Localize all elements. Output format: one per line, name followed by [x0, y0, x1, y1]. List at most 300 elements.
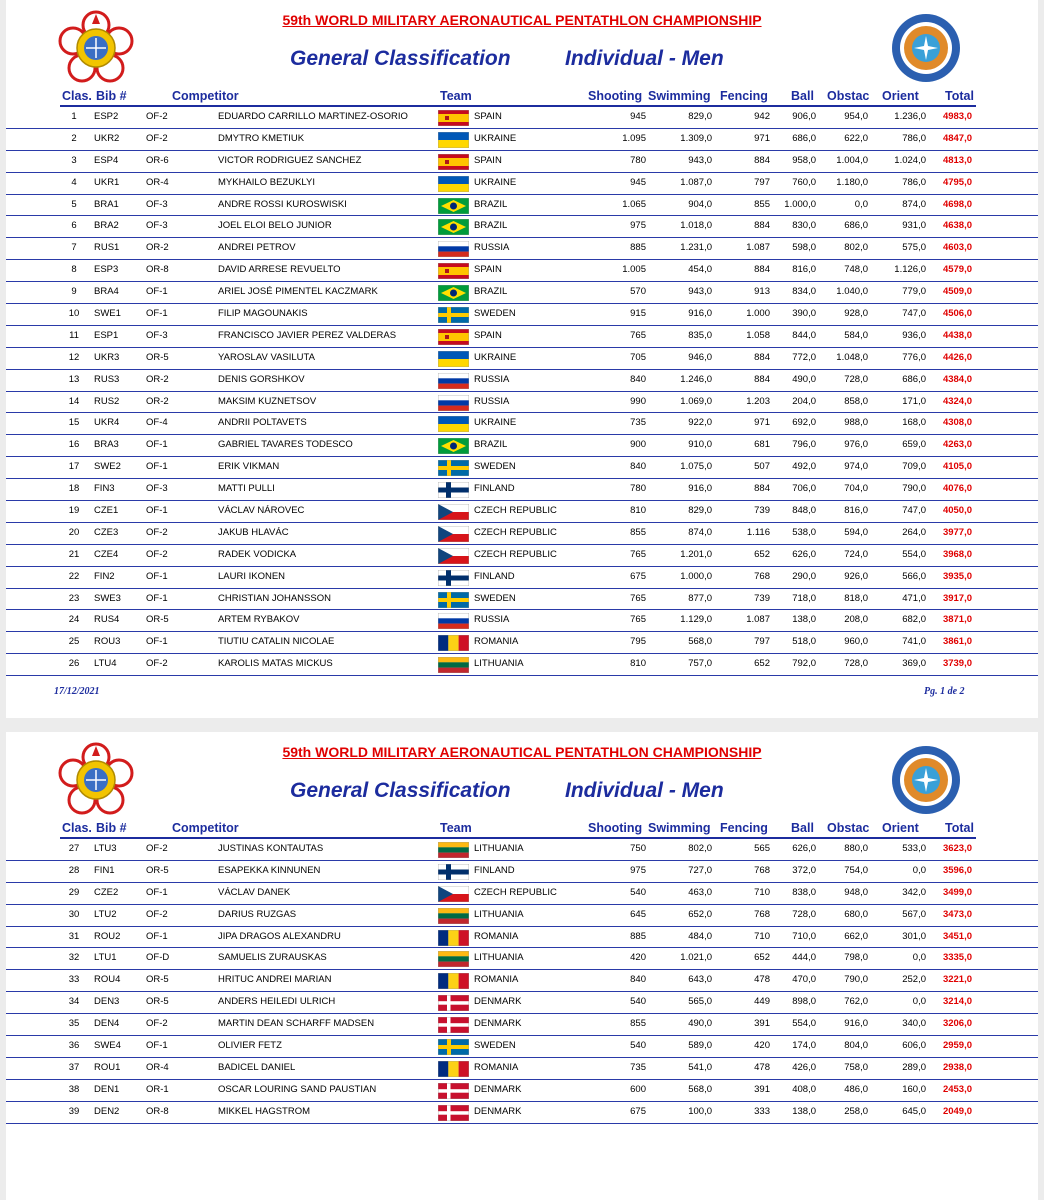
- cell-orient: 659,0: [902, 439, 926, 451]
- cell-orient: 1.236,0: [894, 111, 926, 122]
- cell-clas: 9: [71, 286, 77, 298]
- cell-total: 3473,0: [942, 908, 972, 920]
- table-row: [6, 992, 1038, 1014]
- cell-name: EDUARDO CARRILLO MARTINEZ-OSORIO: [218, 111, 408, 122]
- cell-orient: 168,0: [902, 417, 926, 429]
- cell-orient: 567,0: [902, 908, 926, 920]
- russia-flag-icon: [438, 613, 469, 629]
- cell-team: FINLAND: [474, 864, 515, 876]
- sweden-flag-icon: [438, 307, 469, 323]
- cell-clas: 26: [68, 658, 80, 670]
- cell-obstac: 948,0: [844, 886, 868, 898]
- cell-total: 4263,0: [942, 439, 972, 451]
- romania-flag-icon: [438, 1061, 469, 1077]
- cell-bib: FIN3: [94, 483, 115, 495]
- table-row: [6, 326, 1038, 348]
- cell-orient: 160,0: [902, 1083, 926, 1095]
- cell-ball: 408,0: [792, 1083, 816, 1095]
- cell-name: JUSTINAS KONTAUTAS: [218, 843, 324, 854]
- table-row: [6, 392, 1038, 414]
- cell-name: RADEK VODICKA: [218, 548, 297, 560]
- cell-name: VICTOR RODRIGUEZ SANCHEZ: [218, 154, 362, 166]
- table-row: [6, 839, 1038, 861]
- cell-fencing: 797: [754, 636, 770, 648]
- cell-bib: ESP3: [94, 264, 119, 276]
- cell-ball: 728,0: [792, 908, 816, 920]
- cell-shooting: 540: [630, 996, 646, 1008]
- cell-fencing: 478: [754, 1061, 770, 1073]
- cell-swimming: 589,0: [688, 1040, 712, 1052]
- cell-name: SAMUELIS ZURAUSKAS: [218, 952, 327, 964]
- cell-name: ERIK VIKMAN: [218, 461, 280, 473]
- cell-ball: 706,0: [792, 483, 816, 495]
- table-row: [6, 107, 1038, 129]
- cell-team: DENMARK: [474, 996, 522, 1008]
- cell-shooting: 900: [630, 439, 646, 451]
- cell-total: 4813,0: [942, 154, 972, 166]
- cell-code: OR-5: [146, 614, 169, 626]
- cell-ball: 710,0: [792, 930, 816, 942]
- cell-obstac: 858,0: [844, 395, 868, 407]
- cell-swimming: 454,0: [688, 264, 712, 276]
- table-row: [6, 282, 1038, 304]
- cell-ball: 204,0: [792, 395, 816, 407]
- table-row: [6, 260, 1038, 282]
- cell-ball: 838,0: [792, 886, 816, 898]
- cell-obstac: 916,0: [844, 1018, 868, 1030]
- cell-clas: 4: [71, 176, 77, 188]
- category-subtitle: Individual - Men: [565, 779, 724, 802]
- cell-code: OR-8: [146, 264, 169, 276]
- table-row: [6, 1058, 1038, 1080]
- cell-code: OR-5: [146, 864, 169, 876]
- cell-clas: 19: [68, 505, 80, 517]
- ukraine-flag-icon: [438, 176, 469, 192]
- cell-code: OF-4: [146, 417, 168, 429]
- cell-shooting: 810: [630, 505, 646, 517]
- cell-team: ROMANIA: [474, 636, 519, 648]
- cell-bib: UKR2: [94, 132, 120, 144]
- cell-name: ANDERS HEILEDI ULRICH: [218, 996, 336, 1008]
- cell-shooting: 735: [630, 1061, 646, 1073]
- cell-code: OF-2: [146, 1018, 168, 1030]
- cell-fencing: 449: [754, 996, 770, 1008]
- cell-team: DENMARK: [474, 1083, 522, 1095]
- cell-bib: SWE4: [94, 1040, 121, 1052]
- cell-bib: BRA1: [94, 198, 119, 210]
- cell-team: DENMARK: [474, 1105, 522, 1117]
- cell-bib: SWE3: [94, 592, 121, 604]
- cell-swimming: 943,0: [688, 286, 712, 298]
- cell-orient: 566,0: [902, 570, 926, 582]
- cell-code: OF-2: [146, 658, 168, 670]
- czech-flag-icon: [438, 504, 469, 520]
- cell-ball: 692,0: [792, 417, 816, 429]
- col-swimming: Swimming: [648, 821, 711, 835]
- cell-shooting: 780: [630, 483, 646, 495]
- cell-shooting: 810: [630, 658, 646, 670]
- cell-code: OF-1: [146, 286, 168, 298]
- cell-swimming: 916,0: [688, 308, 712, 320]
- cell-code: OF-1: [146, 439, 168, 451]
- cell-team: SWEDEN: [474, 461, 516, 473]
- cell-swimming: 1.021,0: [680, 952, 712, 964]
- cell-obstac: 748,0: [844, 264, 868, 276]
- table-row: [6, 883, 1038, 905]
- cell-ball: 898,0: [792, 996, 816, 1008]
- denmark-flag-icon: [438, 1017, 469, 1033]
- cell-obstac: 724,0: [844, 548, 868, 560]
- cell-swimming: 643,0: [688, 974, 712, 986]
- cell-code: OF-1: [146, 308, 168, 320]
- cell-code: OF-1: [146, 505, 168, 517]
- cell-team: BRAZIL: [474, 439, 508, 451]
- cell-obstac: 816,0: [844, 505, 868, 517]
- results-rows: [6, 839, 1038, 1124]
- cell-ball: 848,0: [792, 505, 816, 517]
- cell-team: SWEDEN: [474, 1040, 516, 1052]
- cell-orient: 776,0: [902, 351, 926, 363]
- finland-flag-icon: [438, 570, 469, 586]
- cell-total: 4050,0: [942, 505, 972, 517]
- cell-orient: 342,0: [902, 886, 926, 898]
- table-row: [6, 501, 1038, 523]
- cell-fencing: 884: [754, 351, 770, 363]
- cell-orient: 340,0: [902, 1018, 926, 1030]
- cell-clas: 5: [71, 198, 77, 210]
- cell-name: TIUTIU CATALIN NICOLAE: [218, 636, 335, 648]
- cell-name: MARTIN DEAN SCHARFF MADSEN: [218, 1018, 375, 1030]
- cell-orient: 289,0: [902, 1061, 926, 1073]
- lithuania-flag-icon: [438, 842, 469, 858]
- cell-orient: 301,0: [902, 930, 926, 942]
- cell-ball: 844,0: [792, 329, 816, 341]
- cell-team: RUSSIA: [474, 395, 510, 407]
- cell-code: OF-1: [146, 592, 168, 604]
- col-shooting: Shooting: [588, 89, 643, 103]
- cell-orient: 171,0: [902, 395, 926, 407]
- sweden-flag-icon: [438, 592, 469, 608]
- cell-team: SWEDEN: [474, 308, 516, 320]
- table-row: [6, 545, 1038, 567]
- cell-total: 2959,0: [942, 1040, 972, 1052]
- col-bib: Bib #: [96, 821, 127, 835]
- cell-code: OR-2: [146, 395, 169, 407]
- cell-ball: 772,0: [792, 351, 816, 363]
- cell-orient: 554,0: [902, 548, 926, 560]
- cell-obstac: 622,0: [844, 132, 868, 144]
- cell-shooting: 705: [630, 351, 646, 363]
- cell-swimming: 946,0: [688, 351, 712, 363]
- cell-obstac: 686,0: [844, 220, 868, 232]
- cell-fencing: 710: [754, 930, 770, 942]
- cell-obstac: 594,0: [844, 526, 868, 538]
- cell-total: 3871,0: [942, 614, 972, 626]
- cell-fencing: 942: [754, 111, 770, 122]
- cell-shooting: 855: [630, 1018, 646, 1030]
- cell-fencing: 652: [754, 658, 770, 670]
- cell-ball: 792,0: [792, 658, 816, 670]
- cell-code: OF-1: [146, 1040, 168, 1052]
- cell-bib: FIN2: [94, 570, 115, 582]
- cell-clas: 39: [68, 1105, 80, 1117]
- cell-orient: 264,0: [902, 526, 926, 538]
- cell-fencing: 391: [754, 1083, 770, 1095]
- cell-orient: 790,0: [902, 483, 926, 495]
- cell-bib: ROU3: [94, 636, 121, 648]
- results-rows: [6, 107, 1038, 676]
- cell-shooting: 765: [630, 614, 646, 626]
- cell-obstac: 754,0: [844, 864, 868, 876]
- denmark-flag-icon: [438, 1105, 469, 1121]
- romania-flag-icon: [438, 635, 469, 651]
- cell-code: OF-2: [146, 132, 168, 144]
- cell-clas: 28: [68, 864, 80, 876]
- cell-team: CZECH REPUBLIC: [474, 886, 557, 898]
- cell-name: DARIUS RUZGAS: [218, 908, 297, 920]
- cell-name: ESAPEKKA KINNUNEN: [218, 864, 321, 876]
- col-orient: Orient: [882, 821, 919, 835]
- cell-shooting: 780: [630, 154, 646, 166]
- col-team: Team: [440, 89, 472, 103]
- cell-clas: 27: [68, 843, 80, 854]
- championship-title: 59th WORLD MILITARY AERONAUTICAL PENTATHLON CHAMPIONSHIP: [282, 744, 762, 760]
- cell-swimming: 484,0: [688, 930, 712, 942]
- cell-obstac: 1.040,0: [836, 286, 868, 298]
- cell-obstac: 704,0: [844, 483, 868, 495]
- cell-orient: 709,0: [902, 461, 926, 473]
- table-row: [6, 1014, 1038, 1036]
- cell-obstac: 988,0: [844, 417, 868, 429]
- results-page-2: [6, 732, 1038, 1200]
- cell-team: CZECH REPUBLIC: [474, 548, 557, 560]
- cell-swimming: 541,0: [688, 1061, 712, 1073]
- cell-fencing: 884: [754, 483, 770, 495]
- cell-fencing: 507: [754, 461, 770, 473]
- cell-swimming: 727,0: [688, 864, 712, 876]
- cell-orient: 0,0: [912, 996, 926, 1008]
- brazil-flag-icon: [438, 198, 469, 214]
- cell-swimming: 490,0: [688, 1018, 712, 1030]
- czech-flag-icon: [438, 526, 469, 542]
- cell-swimming: 1.087,0: [680, 176, 712, 188]
- table-row: [6, 861, 1038, 883]
- cell-code: OR-5: [146, 974, 169, 986]
- cell-total: 4438,0: [942, 329, 972, 341]
- cell-orient: 936,0: [902, 329, 926, 341]
- col-clas: Clas.: [62, 821, 92, 835]
- cell-obstac: 486,0: [844, 1083, 868, 1095]
- cell-bib: DEN2: [94, 1105, 120, 1117]
- romania-flag-icon: [438, 973, 469, 989]
- cell-ball: 554,0: [792, 1018, 816, 1030]
- cell-shooting: 840: [630, 974, 646, 986]
- cell-fencing: 739: [754, 505, 770, 517]
- cell-swimming: 910,0: [688, 439, 712, 451]
- spain-flag-icon: [438, 110, 469, 126]
- cell-swimming: 802,0: [688, 843, 712, 854]
- cell-clas: 29: [68, 886, 80, 898]
- cell-swimming: 1.309,0: [680, 132, 712, 144]
- table-row: [6, 589, 1038, 611]
- table-header: [6, 821, 1038, 837]
- cell-clas: 12: [68, 351, 80, 363]
- cell-total: 4308,0: [942, 417, 972, 429]
- table-row: [6, 567, 1038, 589]
- cell-orient: 252,0: [902, 974, 926, 986]
- cell-swimming: 829,0: [688, 505, 712, 517]
- cell-total: 4983,0: [942, 111, 972, 122]
- cell-ball: 760,0: [792, 176, 816, 188]
- cell-total: 3214,0: [942, 996, 972, 1008]
- cell-swimming: 568,0: [688, 1083, 712, 1095]
- cell-bib: SWE1: [94, 308, 121, 320]
- cell-code: OF-D: [146, 952, 170, 964]
- cell-bib: ESP2: [94, 111, 119, 122]
- cell-bib: UKR1: [94, 176, 120, 188]
- table-row: [6, 457, 1038, 479]
- cell-total: 2049,0: [942, 1105, 972, 1117]
- cell-swimming: 904,0: [688, 198, 712, 210]
- cell-clas: 8: [71, 264, 77, 276]
- classification-subtitle: General Classification: [290, 47, 511, 70]
- cell-shooting: 945: [630, 176, 646, 188]
- cell-bib: CZE4: [94, 548, 119, 560]
- cell-bib: FIN1: [94, 864, 115, 876]
- cell-fencing: 884: [754, 154, 770, 166]
- cell-bib: ESP4: [94, 154, 119, 166]
- cell-orient: 786,0: [902, 176, 926, 188]
- cell-shooting: 915: [630, 308, 646, 320]
- cell-ball: 492,0: [792, 461, 816, 473]
- cell-obstac: 954,0: [844, 111, 868, 122]
- table-row: [6, 479, 1038, 501]
- col-clas: Clas.: [62, 89, 92, 103]
- cell-fencing: 913: [754, 286, 770, 298]
- cell-total: 4105,0: [942, 461, 972, 473]
- cell-shooting: 975: [630, 220, 646, 232]
- cell-bib: RUS4: [94, 614, 120, 626]
- cell-swimming: 757,0: [688, 658, 712, 670]
- cell-shooting: 840: [630, 461, 646, 473]
- cell-bib: CZE2: [94, 886, 119, 898]
- table-row: [6, 927, 1038, 949]
- cell-clas: 20: [68, 526, 80, 538]
- cell-obstac: 974,0: [844, 461, 868, 473]
- cell-team: UKRAINE: [474, 176, 517, 188]
- cell-shooting: 885: [630, 930, 646, 942]
- cell-team: ROMANIA: [474, 974, 519, 986]
- cell-fencing: 710: [754, 886, 770, 898]
- cell-swimming: 1.201,0: [680, 548, 712, 560]
- page-number: Pg. 1 de 2: [924, 686, 965, 697]
- cell-code: OF-2: [146, 526, 168, 538]
- cell-ball: 390,0: [792, 308, 816, 320]
- cell-obstac: 926,0: [844, 570, 868, 582]
- cell-clas: 25: [68, 636, 80, 648]
- cell-ball: 834,0: [792, 286, 816, 298]
- cell-orient: 1.126,0: [894, 264, 926, 276]
- cell-total: 4324,0: [942, 395, 972, 407]
- cell-fencing: 797: [754, 176, 770, 188]
- cell-fencing: 884: [754, 264, 770, 276]
- results-page-1: [6, 0, 1038, 718]
- cell-bib: CZE3: [94, 526, 119, 538]
- col-total: Total: [945, 89, 974, 103]
- cell-ball: 470,0: [792, 974, 816, 986]
- cell-shooting: 855: [630, 526, 646, 538]
- finland-flag-icon: [438, 864, 469, 880]
- table-row: [6, 1080, 1038, 1102]
- lithuania-flag-icon: [438, 657, 469, 673]
- cell-team: UKRAINE: [474, 417, 517, 429]
- cell-bib: BRA3: [94, 439, 119, 451]
- cell-swimming: 922,0: [688, 417, 712, 429]
- cell-clas: 16: [68, 439, 80, 451]
- cell-code: OF-3: [146, 329, 168, 341]
- cell-team: BRAZIL: [474, 220, 508, 232]
- cell-bib: RUS2: [94, 395, 120, 407]
- cell-shooting: 750: [630, 843, 646, 854]
- cell-obstac: 928,0: [844, 308, 868, 320]
- russia-flag-icon: [438, 241, 469, 257]
- cell-total: 2938,0: [942, 1061, 972, 1073]
- col-obstac: Obstac: [827, 89, 870, 103]
- table-row: [6, 610, 1038, 632]
- cell-shooting: 765: [630, 592, 646, 604]
- cell-obstac: 1.048,0: [836, 351, 868, 363]
- cell-obstac: 802,0: [844, 242, 868, 254]
- cell-obstac: 208,0: [844, 614, 868, 626]
- cell-name: ANDREI PETROV: [218, 242, 296, 254]
- cell-fencing: 1.058: [746, 329, 770, 341]
- cell-shooting: 675: [630, 1105, 646, 1117]
- cell-obstac: 728,0: [844, 658, 868, 670]
- cell-clas: 11: [69, 329, 79, 341]
- cell-name: DAVID ARRESE REVUELTO: [218, 264, 341, 276]
- cell-bib: SWE2: [94, 461, 121, 473]
- cell-total: 3739,0: [942, 658, 972, 670]
- cell-bib: DEN1: [94, 1083, 120, 1095]
- cell-total: 3596,0: [942, 864, 972, 876]
- col-ball: Ball: [791, 89, 814, 103]
- col-shooting: Shooting: [588, 821, 643, 835]
- cell-shooting: 540: [630, 1040, 646, 1052]
- cell-total: 3451,0: [942, 930, 972, 942]
- cell-shooting: 1.065: [622, 198, 646, 210]
- cell-total: 3917,0: [942, 592, 972, 604]
- cell-fencing: 739: [754, 592, 770, 604]
- cell-clas: 13: [68, 373, 80, 385]
- cell-total: 3623,0: [942, 843, 972, 854]
- cell-total: 4384,0: [942, 373, 972, 385]
- cell-name: MAKSIM KUZNETSOV: [218, 395, 317, 407]
- cell-bib: DEN3: [94, 996, 120, 1008]
- cell-clas: 3: [71, 154, 77, 166]
- cell-fencing: 884: [754, 220, 770, 232]
- cell-shooting: 540: [630, 886, 646, 898]
- cell-team: BRAZIL: [474, 198, 508, 210]
- cell-shooting: 765: [630, 548, 646, 560]
- cell-orient: 575,0: [902, 242, 926, 254]
- cell-total: 3935,0: [942, 570, 972, 582]
- cell-shooting: 765: [630, 329, 646, 341]
- cell-code: OR-8: [146, 1105, 169, 1117]
- cell-code: OF-3: [146, 198, 168, 210]
- cell-clas: 23: [68, 592, 80, 604]
- cell-name: DENIS GORSHKOV: [218, 373, 305, 385]
- cell-obstac: 798,0: [844, 952, 868, 964]
